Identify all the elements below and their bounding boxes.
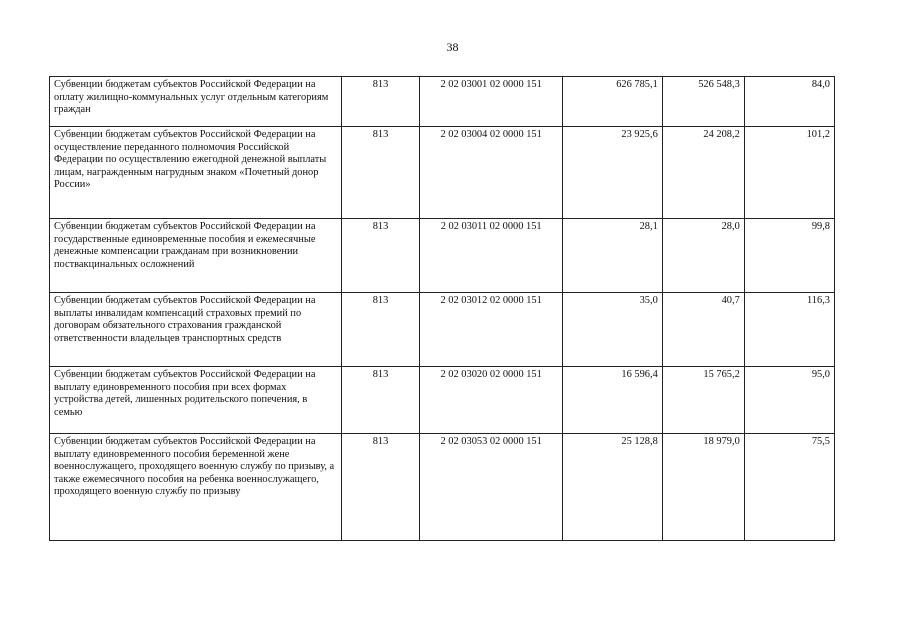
row-plan-amount-cell: 23 925,6	[563, 127, 662, 219]
row-admin-code-cell: 813	[342, 127, 420, 219]
row-admin-code-cell: 813	[342, 367, 420, 434]
table-row	[50, 219, 835, 293]
row-admin-code-cell: 813	[342, 77, 420, 127]
row-name-cell: Субвенции бюджетам субъектов Российской Федерации на выплату единовременного пособия беременной жене военнослужащего, проходящего военную службу по призыву, а также ежемесячного пособия на ребенка военнослужащего, проходящего военную службу по призыву	[50, 434, 342, 541]
table-row	[50, 127, 835, 219]
row-percent-cell: 95,0	[744, 367, 834, 434]
row-percent-cell: 116,3	[744, 293, 834, 367]
row-plan-amount-cell: 626 785,1	[563, 77, 662, 127]
row-budget-code-cell: 2 02 03053 02 0000 151	[419, 434, 562, 541]
row-budget-code-cell: 2 02 03001 02 0000 151	[419, 77, 562, 127]
row-name-cell: Субвенции бюджетам субъектов Российской Федерации на выплаты инвалидам компенсаций страховых премий по договорам обязательного страхования гражданской ответственности владельцев транспортных средств	[50, 293, 342, 367]
row-budget-code-cell: 2 02 03004 02 0000 151	[419, 127, 562, 219]
row-name-cell: Субвенции бюджетам субъектов Российской Федерации на выплату единовременного пособия при всех формах устройства детей, лишенных родительского попечения, в семью	[50, 367, 342, 434]
row-name-cell: Субвенции бюджетам субъектов Российской Федерации на государственные единовременные пособия и ежемесячные денежные компенсации гражданам при возникновении поствакцинальных осложнений	[50, 219, 342, 293]
row-plan-amount-cell: 25 128,8	[563, 434, 662, 541]
row-actual-amount-cell: 526 548,3	[662, 77, 744, 127]
row-actual-amount-cell: 40,7	[662, 293, 744, 367]
row-admin-code-cell: 813	[342, 219, 420, 293]
row-admin-code-cell: 813	[342, 434, 420, 541]
row-actual-amount-cell: 15 765,2	[662, 367, 744, 434]
row-percent-cell: 101,2	[744, 127, 834, 219]
row-percent-cell: 84,0	[744, 77, 834, 127]
row-actual-amount-cell: 24 208,2	[662, 127, 744, 219]
table-row	[50, 434, 835, 541]
row-budget-code-cell: 2 02 03020 02 0000 151	[419, 367, 562, 434]
budget-table	[49, 76, 835, 541]
row-actual-amount-cell: 18 979,0	[662, 434, 744, 541]
row-budget-code-cell: 2 02 03011 02 0000 151	[419, 219, 562, 293]
row-budget-code-cell: 2 02 03012 02 0000 151	[419, 293, 562, 367]
row-plan-amount-cell: 16 596,4	[563, 367, 662, 434]
table-row	[50, 367, 835, 434]
row-actual-amount-cell: 28,0	[662, 219, 744, 293]
row-plan-amount-cell: 28,1	[563, 219, 662, 293]
row-admin-code-cell: 813	[342, 293, 420, 367]
table-row	[50, 293, 835, 367]
row-percent-cell: 99,8	[744, 219, 834, 293]
row-name-cell: Субвенции бюджетам субъектов Российской Федерации на осуществление переданного полномочия Российской Федерации по осуществлению ежегодной денежной выплаты лицам, награжденным нагрудным знаком «Почетный донор России»	[50, 127, 342, 219]
table-row	[50, 77, 835, 127]
row-name-cell: Субвенции бюджетам субъектов Российской Федерации на оплату жилищно-коммунальных услуг отдельным категориям граждан	[50, 77, 342, 127]
page-number: 38	[446, 40, 459, 54]
row-percent-cell: 75,5	[744, 434, 834, 541]
row-plan-amount-cell: 35,0	[563, 293, 662, 367]
